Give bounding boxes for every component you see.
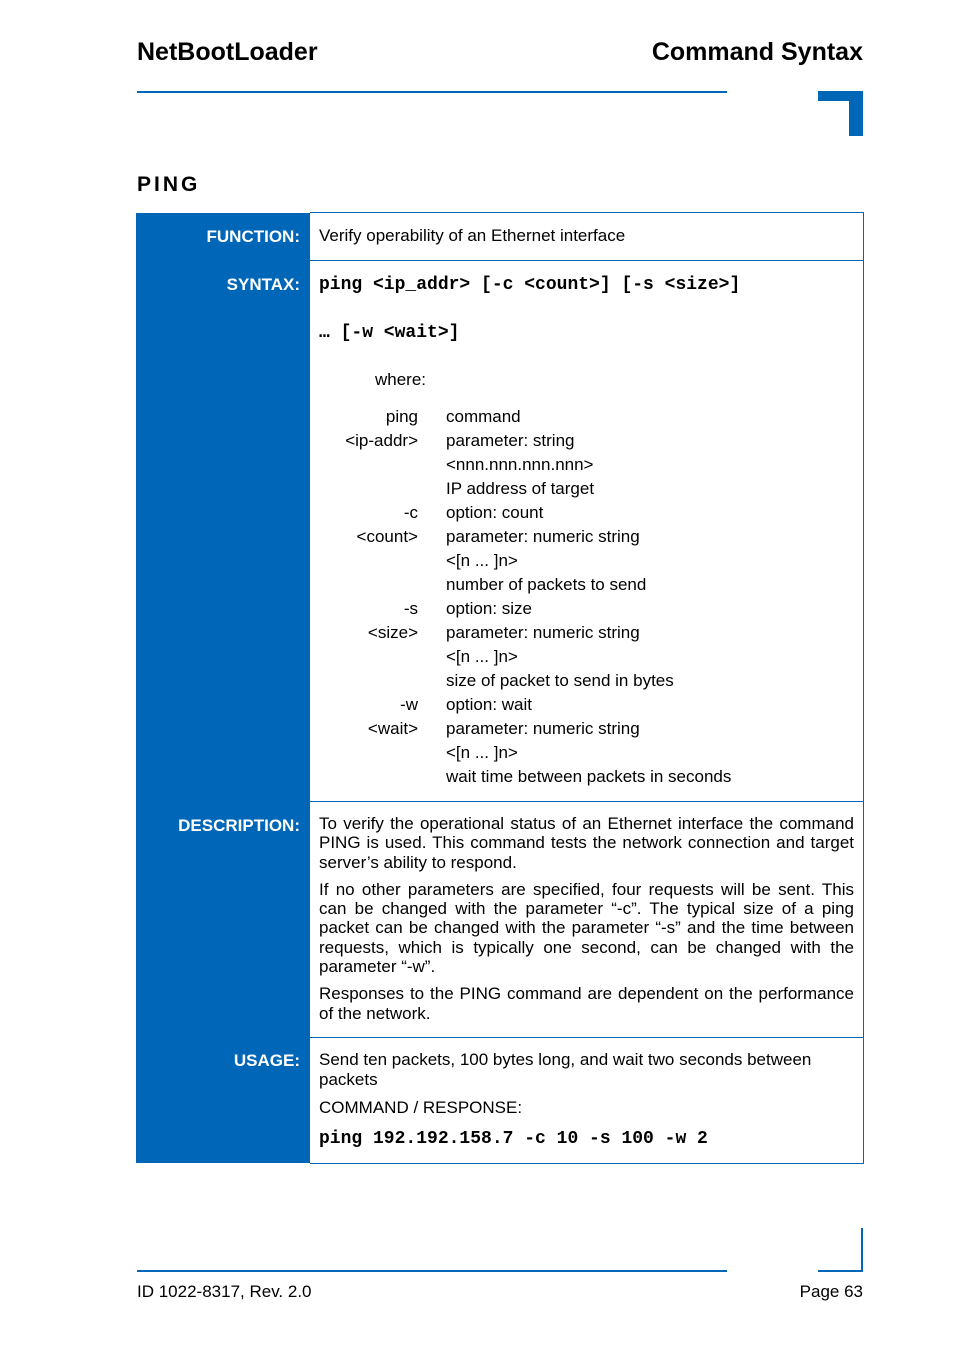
parameter-row xyxy=(319,717,731,741)
parameter-row xyxy=(319,501,731,525)
parameter-key xyxy=(319,741,446,765)
parameter-key: -s xyxy=(403,599,418,618)
command-response-label: COMMAND / RESPONSE: xyxy=(319,1097,523,1117)
description-label: DESCRIPTION: xyxy=(136,802,310,1038)
parameter-row xyxy=(319,573,731,597)
parameter-key: -c xyxy=(403,503,418,522)
parameter-row xyxy=(319,741,731,765)
footer-document-id: ID 1022-8317, Rev. 2.0 xyxy=(137,1282,312,1301)
function-label: FUNCTION: xyxy=(136,213,310,261)
where-label: where: xyxy=(375,370,427,389)
parameter-key xyxy=(319,765,446,789)
parameter-row xyxy=(319,693,731,717)
parameter-row xyxy=(319,453,731,477)
syntax-label: SYNTAX: xyxy=(136,261,310,802)
description-cell xyxy=(310,802,864,1038)
description-paragraph: If no other parameters are specified, four requests will be sent. This can be changed with the parameter “-c”. The typical size of a ping packet can be changed with the parameter “-s” and the time between requests, which is typically one second, can be changed with the parameter “-w”. xyxy=(319,879,854,977)
parameter-value: size of packet to send in bytes xyxy=(446,671,674,690)
syntax-row xyxy=(136,261,864,802)
section-title: PING xyxy=(137,173,201,196)
syntax-line-1: ping <ip_addr> [-c <count>] [-s <size>] xyxy=(319,275,741,295)
header-corner-mark-vertical xyxy=(849,91,863,136)
description-paragraph: To verify the operational status of an Ethernet interface the command PING is used. This command tests the network connection and target server’s ability to respond. xyxy=(319,814,854,872)
parameter-value: parameter: numeric string xyxy=(446,527,640,546)
parameter-key xyxy=(319,669,446,693)
parameter-row xyxy=(319,477,731,501)
header-product-title: NetBootLoader xyxy=(137,38,318,66)
description-row xyxy=(136,802,864,1038)
footer-corner-mark xyxy=(818,1270,863,1272)
parameter-value: IP address of target xyxy=(446,479,595,498)
parameter-key: <size> xyxy=(367,623,418,642)
parameter-value: wait time between packets in seconds xyxy=(446,767,732,786)
syntax-cell xyxy=(310,261,864,802)
parameter-row xyxy=(319,621,731,645)
description-paragraph: Responses to the PING command are dependent on the performance of the network. xyxy=(319,984,854,1023)
parameter-key xyxy=(319,645,446,669)
parameter-value: option: size xyxy=(446,599,532,618)
parameter-key xyxy=(319,573,446,597)
parameter-row xyxy=(319,765,731,789)
parameter-row xyxy=(319,645,731,669)
parameter-key xyxy=(319,549,446,573)
parameter-value: <[n ... ]n> xyxy=(446,743,518,762)
parameter-value: <nnn.nnn.nnn.nnn> xyxy=(446,455,594,474)
parameter-row xyxy=(319,429,731,453)
footer-page-number: Page 63 xyxy=(799,1282,863,1301)
header-divider xyxy=(137,91,727,93)
parameter-key xyxy=(319,453,446,477)
parameter-value: <[n ... ]n> xyxy=(446,647,518,666)
parameter-key: <ip-addr> xyxy=(345,431,418,450)
footer-corner-mark-vertical xyxy=(861,1228,863,1272)
parameter-row xyxy=(319,669,731,693)
parameter-value: parameter: numeric string xyxy=(446,623,640,642)
parameter-value: parameter: numeric string xyxy=(446,719,640,738)
header-chapter-title: Command Syntax xyxy=(651,38,863,66)
parameter-key: <wait> xyxy=(367,719,418,738)
parameter-row xyxy=(319,405,731,429)
parameter-row xyxy=(319,597,731,621)
parameter-value: parameter: string xyxy=(446,431,575,450)
usage-example-command: ping 192.192.158.7 -c 10 -s 100 -w 2 xyxy=(319,1128,708,1149)
parameter-list xyxy=(319,405,731,789)
command-table xyxy=(136,212,864,1164)
parameter-value: option: count xyxy=(446,503,544,522)
usage-text: Send ten packets, 100 bytes long, and wait two seconds between packets xyxy=(319,1049,812,1089)
usage-label: USAGE: xyxy=(136,1037,310,1163)
parameter-value: number of packets to send xyxy=(446,575,647,594)
parameter-key: <count> xyxy=(356,527,418,546)
parameter-value: option: wait xyxy=(446,695,532,714)
parameter-row xyxy=(319,525,731,549)
parameter-key xyxy=(319,477,446,501)
usage-cell xyxy=(310,1037,864,1163)
footer-divider xyxy=(137,1270,727,1272)
function-row xyxy=(136,213,864,261)
function-text: Verify operability of an Ethernet interface xyxy=(310,213,864,261)
parameter-key: -w xyxy=(400,695,418,714)
parameter-value: command xyxy=(446,407,521,426)
usage-row xyxy=(136,1037,864,1163)
parameter-key: ping xyxy=(385,407,418,426)
parameter-row xyxy=(319,549,731,573)
parameter-value: <[n ... ]n> xyxy=(446,551,518,570)
syntax-line-2: … [-w <wait>] xyxy=(319,323,460,343)
